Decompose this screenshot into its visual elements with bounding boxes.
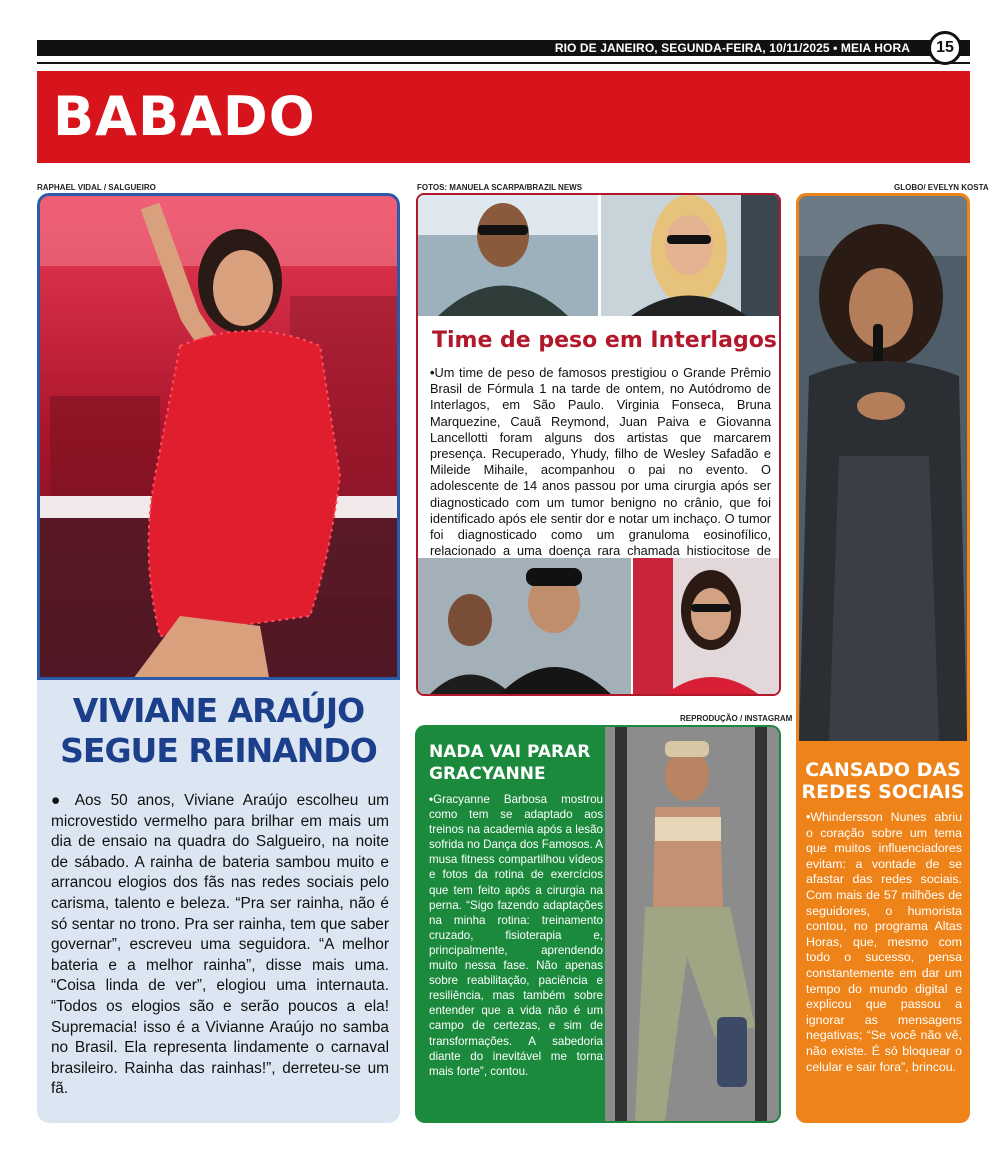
whindersson-body-text: Whindersson Nunes abriu o coração sobre um tema que muitos influenciadores evitam: a vontade de se afastar das redes sociais. Com mais de 57 milhões de seguidores, o humorista contou, no programa Altas Horas, que, mesmo com todo o sucesso, pensa constantemente em dar um tempo do mundo digital e explicou que passou a ignorar as mensagens negativas; “Se você não vê, não existe. É só bloquear o celular e sair fora”, brincou. [806,810,962,1074]
header-bar [37,40,970,56]
photo-caua [418,195,598,316]
gracyanne-body [429,792,603,1079]
bullet: • [430,365,435,380]
photo-bruna-illustration [633,558,781,696]
page-number: 15 [928,31,962,65]
section-banner [37,71,970,163]
story-card-whindersson [796,193,970,1123]
bullet: ● [51,792,75,809]
photo-wesley-yhudy [418,558,631,696]
photo-gracyanne-illustration [605,727,779,1121]
photo-virginia-illustration [601,195,781,316]
photo-wesley-yhudy-illustration [418,558,631,696]
photo-viviane [37,193,400,680]
story-card-gracyanne [415,725,781,1123]
photo-credit-middle: FOTOS: MANUELA SCARPA/BRAZIL NEWS [417,183,583,192]
viviane-headline-line1: VIVIANE ARAÚJO [72,691,365,730]
dateline: RIO DE JANEIRO, SEGUNDA-FEIRA, 10/11/2025 • MEIA HORA [554,41,910,55]
viviane-body-text: Aos 50 anos, Viviane Araújo escolheu um microvestido vermelho para brilhar em mais um dia de ensaio na quadra do Salgueiro, na noite de sábado. A rainha de bateria sambou muito e arrancou elogios dos fãs nas redes sociais pelo carisma, talento e beleza. “Pra ser rainha, não é só sentar no trono. Pra ser rainha, tem que saber governar”, escreveu uma seguidora. “A melhor bateria e a melhor rainha”, disse mais uma. “Coisa linda de ver”, elogiou uma internauta. “Todos os elogios são e serão poucos a ela! Supremacia! isso é a Vivianne Araújo no samba no Brasil. Ela representa lindamente o carnaval brasileiro. Rainha das rainhas!”, derreteu-se um fã. [51,792,389,1098]
interlagos-body [430,365,771,576]
paper-name: MEIA HORA [840,41,910,55]
gracyanne-headline: NADA VAI PARAR GRACYANNE [429,742,591,784]
photo-viviane-illustration [40,196,400,680]
story-card-interlagos [416,193,781,696]
photo-whindersson [799,196,967,741]
interlagos-body-text: Um time de peso de famosos prestigiou o Grande Prêmio Brasil de Fórmula 1 na tarde de ontem, no Autódromo de Interlagos, em São Paulo. Virginia Fonseca, Bruna Marquezine, Cauã Reymond, Juan Paiva e Giovanna Lancellotti foram alguns dos artistas que marcarem presença. Recuperado, Yhudy, filho de Wesley Safadão e Mileide Mihaile, acompanhou o pai no evento. O adolescente de 14 anos passou por uma cirurgia após ser diagnosticado com um tumor benigno no crânio, que foi identificado após ele sentir dor e notar um inchaço. O tumor foi diagnosticado como um granuloma eosinofílico, relacionado a uma doença rara chamada histiocitose de [430,365,771,559]
dateline-text: RIO DE JANEIRO, SEGUNDA-FEIRA, 10/11/2025 [554,41,830,55]
gracyanne-body-text: Gracyanne Barbosa mostrou como tem se adaptado aos treinos na academia após a lesão sofrida no Dança dos Famosos. A musa fitness compartilhou vídeos e fotos da rotina de exercícios que tem feito após a cirurgia na perna. “Sigo fazendo adaptações na minha rotina: treinamento cruzado, fisioterapia e, principalmente, aprendendo muito nessa fase. Não apenas sobre reabilitação, paciência e resiliência, mas também sobre entender que a vida não é um campo de certezas, e sim de transformações. A sabedoria diante do inevitável me torna mais forte”, contou. [429,793,603,1078]
section-title: BABADO [53,85,316,148]
bullet: • [429,793,434,806]
viviane-body [51,791,389,1100]
photo-gracyanne [605,727,779,1121]
whindersson-body [806,810,962,1075]
viviane-headline [37,691,400,771]
bullet: • [806,810,811,824]
header-rule [37,62,970,64]
photo-caua-illustration [418,195,598,316]
photo-credit-right: GLOBO/ EVELYN KOSTA [894,183,989,192]
viviane-headline-line2: SEGUE REINANDO [60,731,377,770]
interlagos-headline: Time de peso em Interlagos [432,328,777,353]
photo-whindersson-illustration [799,196,967,741]
whindersson-headline: CANSADO DAS REDES SOCIAIS [801,759,965,803]
story-card-viviane [37,193,400,1123]
photo-virginia [601,195,781,316]
photo-bruna [633,558,781,696]
photo-credit-left: RAPHAEL VIDAL / SALGUEIRO [37,183,156,192]
photo-credit-green: REPRODUÇÃO / INSTAGRAM [680,714,793,723]
